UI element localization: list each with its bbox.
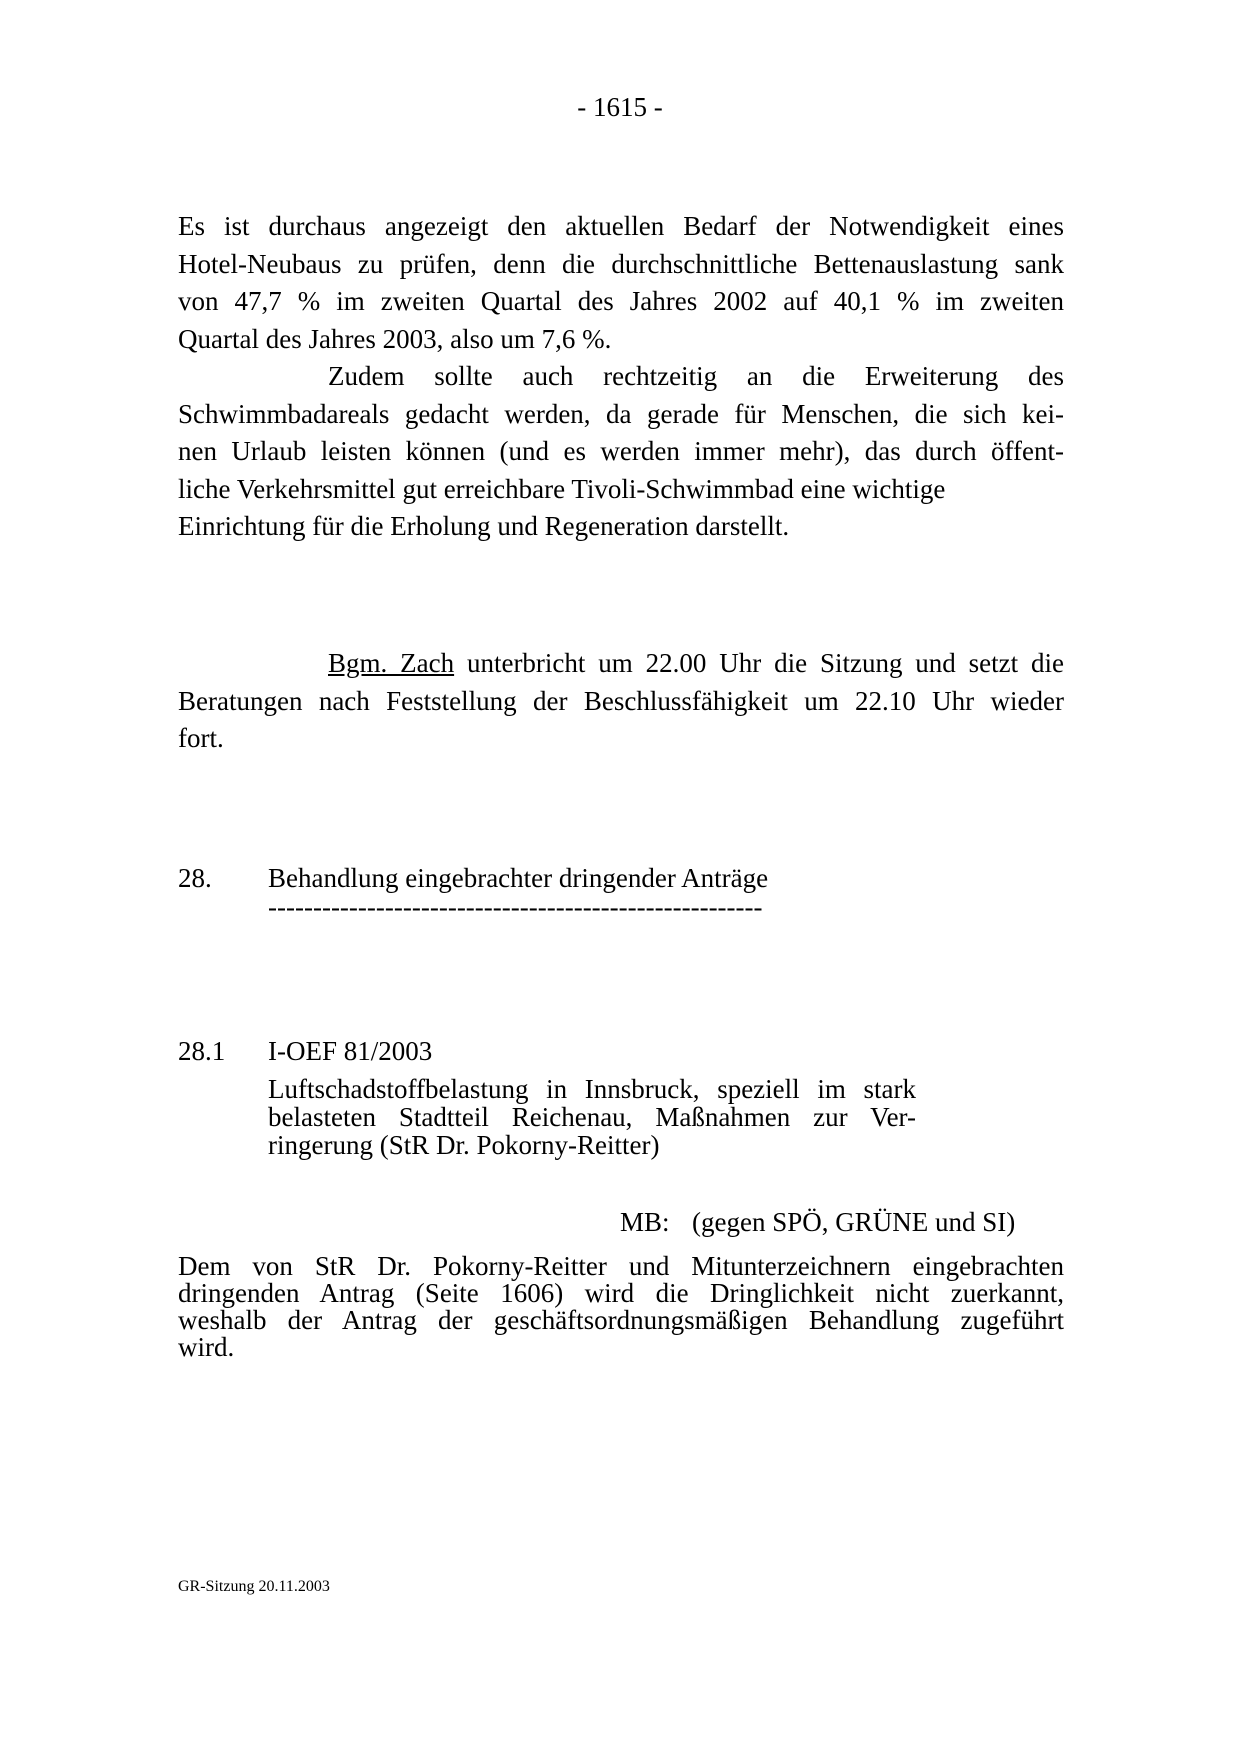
paragraph-line: Quartal des Jahres 2003, also um 7,6 %. [178, 323, 612, 354]
decision-line: dringenden Antrag (Seite 1606) wird die Dringlichkeit nicht zuerkannt, [178, 1278, 1064, 1308]
title-dash-underline: ------------------------------------------------------- [268, 892, 763, 922]
paragraph-line: Hotel-Neubaus zu prüfen, denn die durchschnittliche Bettenauslastung sank [178, 248, 1064, 279]
paragraph-line: Zudem sollte auch rechtzeitig an die Erweiterung des [328, 361, 1064, 391]
vote-value: (gegen SPÖ, GRÜNE und SI) [692, 1207, 1016, 1237]
agenda-item-reference: I-OEF 81/2003 [268, 1036, 433, 1066]
vote-label: MB: [620, 1207, 670, 1237]
decision-line: wird. [178, 1332, 235, 1362]
paragraph-line: fort. [178, 723, 224, 753]
paragraph-bed-occupancy [178, 208, 1064, 358]
paragraph-swimming-pool [178, 358, 1064, 546]
paragraph-line: Beratungen nach Feststellung der Beschlussfähigkeit um 22.10 Uhr wieder [178, 685, 1064, 716]
decision-text [178, 1253, 1064, 1361]
decision-line: Dem von StR Dr. Pokorny-Reitter und Mitunterzeichnern eingebrachten [178, 1251, 1064, 1281]
vote-result [620, 1207, 1015, 1238]
session-interruption-note [178, 645, 1064, 758]
speaker-name: Bgm. Zach [328, 648, 455, 678]
paragraph-line: Es ist durchaus angezeigt den aktuellen Bedarf der Notwendigkeit eines [178, 211, 1064, 241]
paragraph-line: Schwimmbadareals gedacht werden, da gerade für Menschen, die sich kei- [178, 398, 1064, 429]
page-footer: GR-Sitzung 20.11.2003 [178, 1578, 330, 1595]
agenda-item-number: 28.1 [178, 1036, 226, 1066]
paragraph-line: Einrichtung für die Erholung und Regeneration darstellt. [178, 511, 790, 541]
subject-line: Luftschadstoffbelastung in Innsbruck, speziell im stark [268, 1074, 916, 1104]
agenda-item-subject [268, 1075, 916, 1159]
paragraph-line: von 47,7 % im zweiten Quartal des Jahres 2002 auf 40,1 % im zweiten [178, 286, 1064, 316]
agenda-item-title: Behandlung eingebrachter dringender Anträge [268, 863, 769, 893]
agenda-item-number: 28. [178, 863, 212, 893]
subject-line: ringerung (StR Dr. Pokorny-Reitter) [268, 1130, 660, 1160]
decision-line: weshalb der Antrag der geschäftsordnungsmäßigen Behandlung zugeführt [178, 1305, 1064, 1335]
page-number: - 1615 - [577, 92, 663, 122]
subject-line: belasteten Stadtteil Reichenau, Maßnahmen zur Ver- [268, 1102, 916, 1132]
session-note-text: unterbricht um 22.00 Uhr die Sitzung und setzt die [454, 648, 1064, 678]
paragraph-line [178, 645, 1064, 683]
paragraph-line: liche Verkehrsmittel gut erreichbare Tivoli-Schwimmbad eine wichtige [178, 473, 946, 504]
paragraph-line: nen Urlaub leisten können (und es werden immer mehr), das durch öffent- [178, 436, 1064, 466]
